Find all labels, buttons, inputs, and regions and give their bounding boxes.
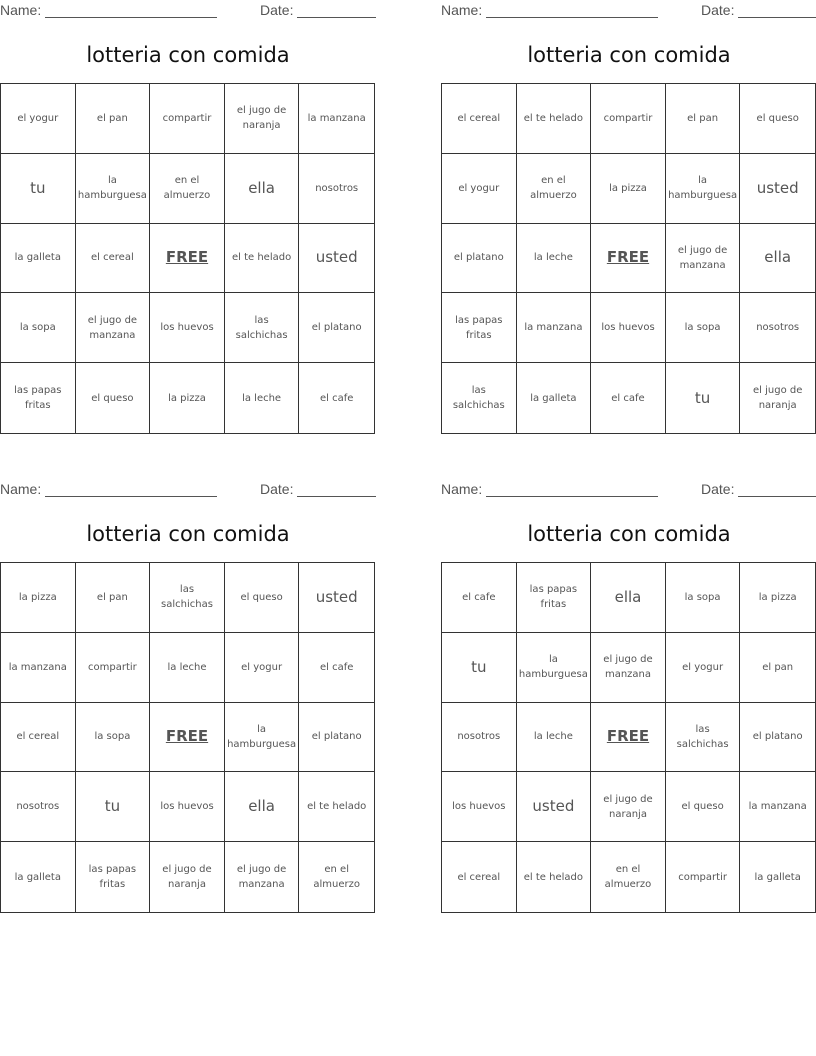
bingo-cell[interactable]: la sopa — [666, 563, 741, 633]
date-label: Date: — [260, 2, 294, 18]
bingo-cell[interactable]: nosotros — [740, 293, 815, 363]
bingo-cell[interactable]: las papas fritas — [76, 842, 151, 912]
bingo-cell[interactable]: compartir — [150, 84, 225, 154]
date-blank-line[interactable] — [297, 17, 376, 18]
bingo-card — [0, 0, 376, 440]
bingo-cell[interactable]: tu — [666, 363, 741, 433]
bingo-cell[interactable]: el queso — [740, 84, 815, 154]
bingo-cell[interactable]: el jugo de naranja — [753, 385, 803, 412]
bingo-cell[interactable]: la leche — [150, 633, 225, 703]
bingo-cell[interactable]: el platano — [299, 703, 374, 773]
bingo-cell[interactable]: los huevos — [591, 293, 666, 363]
bingo-cell[interactable]: los huevos — [150, 772, 225, 842]
bingo-cell[interactable]: las salchichas — [150, 563, 225, 633]
bingo-card — [441, 0, 816, 440]
bingo-cell[interactable]: la manzana — [517, 293, 592, 363]
card-header — [441, 0, 816, 22]
bingo-cell[interactable]: el te helado — [299, 772, 374, 842]
bingo-cell[interactable]: ella — [740, 224, 815, 294]
bingo-cell[interactable]: la hamburguesa — [225, 703, 300, 773]
bingo-cell[interactable]: la pizza — [740, 563, 815, 633]
bingo-cell[interactable]: el jugo de naranja — [591, 772, 666, 842]
bingo-cell[interactable]: la galleta — [754, 871, 801, 883]
bingo-cell[interactable]: el pan — [666, 84, 741, 154]
bingo-cell[interactable]: la manzana — [740, 772, 815, 842]
bingo-cell[interactable]: el te helado — [225, 224, 300, 294]
bingo-cell[interactable]: la galleta — [517, 363, 592, 433]
bingo-cell[interactable]: compartir — [76, 633, 151, 703]
bingo-cell[interactable]: el cafe — [591, 363, 666, 433]
bingo-cell[interactable]: el pan — [740, 633, 815, 703]
bingo-cell[interactable]: usted — [299, 224, 374, 294]
bingo-cell[interactable]: usted — [299, 563, 374, 633]
name-label: Name: — [441, 2, 483, 18]
card-title: lotteria con comida — [86, 522, 290, 546]
bingo-cell[interactable]: la galleta — [1, 842, 76, 912]
card-header — [441, 479, 816, 501]
bingo-cell[interactable]: el platano — [740, 703, 815, 773]
card-title: lotteria con comida — [86, 43, 290, 67]
date-blank-line[interactable] — [738, 17, 816, 18]
name-blank-line[interactable] — [45, 17, 217, 18]
bingo-cell[interactable]: el cereal — [442, 84, 517, 154]
date-label: Date: — [701, 481, 735, 497]
bingo-cell[interactable]: el jugo de naranja — [225, 84, 300, 154]
bingo-cell[interactable]: las salchichas — [666, 703, 741, 773]
bingo-cell[interactable]: el queso — [225, 563, 300, 633]
bingo-cell[interactable]: el queso — [666, 772, 741, 842]
bingo-cell[interactable]: el yogur — [666, 633, 741, 703]
bingo-cell[interactable]: el cereal — [1, 703, 76, 773]
bingo-cell[interactable]: el cafe — [299, 633, 374, 703]
bingo-cell[interactable]: la manzana — [1, 633, 76, 703]
name-label: Name: — [0, 2, 42, 18]
bingo-cell[interactable]: tu — [76, 772, 151, 842]
date-blank-line[interactable] — [738, 496, 816, 497]
card-title: lotteria con comida — [527, 522, 731, 546]
bingo-cell[interactable]: en el almuerzo — [150, 154, 225, 224]
bingo-cell[interactable]: las papas fritas — [1, 363, 76, 433]
bingo-cell[interactable]: el yogur — [1, 84, 76, 154]
bingo-cell[interactable]: el cereal — [442, 842, 517, 912]
free-space[interactable]: FREE — [150, 224, 225, 294]
bingo-cell[interactable]: la leche — [517, 703, 592, 773]
bingo-cell[interactable]: los huevos — [150, 293, 225, 363]
bingo-cell[interactable]: nosotros — [299, 154, 374, 224]
bingo-cell[interactable]: en el almuerzo — [591, 842, 666, 912]
bingo-cell[interactable]: el pan — [76, 563, 151, 633]
bingo-cell[interactable]: el yogur — [442, 154, 517, 224]
bingo-cell[interactable]: el jugo de manzana — [76, 293, 151, 363]
bingo-cell[interactable]: ella — [225, 772, 300, 842]
name-label: Name: — [0, 481, 42, 497]
bingo-card — [441, 479, 816, 919]
bingo-cell[interactable]: compartir — [591, 84, 666, 154]
bingo-cell[interactable]: las salchichas — [442, 363, 517, 433]
bingo-cell[interactable]: la hamburguesa — [666, 154, 741, 224]
bingo-cell[interactable]: la sopa — [1, 293, 76, 363]
bingo-cell[interactable]: las papas fritas — [517, 563, 592, 633]
bingo-cell[interactable]: el pan — [76, 84, 151, 154]
bingo-cell[interactable]: los huevos — [442, 772, 517, 842]
bingo-cell[interactable]: el yogur — [225, 633, 300, 703]
card-header — [0, 479, 376, 501]
bingo-cell[interactable]: la sopa — [76, 703, 151, 773]
bingo-cell[interactable]: la pizza — [150, 363, 225, 433]
bingo-cell[interactable]: la hamburguesa — [517, 633, 592, 703]
bingo-cell[interactable]: tu — [1, 154, 76, 224]
bingo-cell[interactable]: usted — [740, 154, 815, 224]
bingo-cell[interactable]: la sopa — [666, 293, 741, 363]
bingo-cell[interactable]: la manzana — [299, 84, 374, 154]
bingo-cell[interactable]: tu — [442, 633, 517, 703]
bingo-cell[interactable]: la hamburguesa — [76, 154, 151, 224]
bingo-cell[interactable]: la leche — [517, 224, 592, 294]
bingo-cell[interactable]: la pizza — [591, 154, 666, 224]
bingo-cell[interactable]: el cereal — [76, 224, 151, 294]
bingo-cell[interactable]: compartir — [666, 842, 741, 912]
bingo-cell[interactable]: el jugo de manzana — [225, 842, 300, 912]
bingo-cell[interactable]: en el almuerzo — [313, 864, 360, 891]
bingo-cell[interactable]: la galleta — [1, 224, 76, 294]
bingo-cell[interactable]: el platano — [442, 224, 517, 294]
name-blank-line[interactable] — [486, 17, 658, 18]
bingo-cell[interactable]: la leche — [225, 363, 300, 433]
bingo-grid — [441, 562, 816, 913]
bingo-cell[interactable]: las salchichas — [225, 293, 300, 363]
bingo-cell[interactable]: el jugo de naranja — [150, 842, 225, 912]
bingo-cell[interactable]: la pizza — [1, 563, 76, 633]
bingo-cell[interactable]: el queso — [76, 363, 151, 433]
bingo-cell[interactable]: ella — [591, 563, 666, 633]
bingo-cell[interactable]: el te helado — [517, 84, 592, 154]
name-label: Name: — [441, 481, 483, 497]
free-space[interactable]: FREE — [150, 703, 225, 773]
date-label: Date: — [701, 2, 735, 18]
bingo-grid — [0, 562, 375, 913]
bingo-cell[interactable]: el te helado — [517, 842, 592, 912]
free-space[interactable]: FREE — [591, 224, 666, 294]
bingo-cell[interactable]: en el almuerzo — [517, 154, 592, 224]
bingo-grid — [441, 83, 816, 434]
bingo-cell[interactable]: nosotros — [442, 703, 517, 773]
bingo-cell[interactable]: el cafe — [319, 392, 354, 404]
bingo-cell[interactable]: usted — [517, 772, 592, 842]
date-blank-line[interactable] — [297, 496, 376, 497]
bingo-card — [0, 479, 376, 919]
bingo-cell[interactable]: las papas fritas — [442, 293, 517, 363]
date-label: Date: — [260, 481, 294, 497]
card-title: lotteria con comida — [527, 43, 731, 67]
bingo-cell[interactable]: el cafe — [442, 563, 517, 633]
bingo-cell[interactable]: el jugo de manzana — [591, 633, 666, 703]
bingo-cell[interactable]: ella — [225, 154, 300, 224]
bingo-grid — [0, 83, 375, 434]
name-blank-line[interactable] — [45, 496, 217, 497]
bingo-cell[interactable]: el jugo de manzana — [666, 224, 741, 294]
card-header — [0, 0, 376, 22]
bingo-cell[interactable]: el platano — [299, 293, 374, 363]
free-space[interactable]: FREE — [591, 703, 666, 773]
bingo-cell[interactable]: nosotros — [1, 772, 76, 842]
name-blank-line[interactable] — [486, 496, 658, 497]
